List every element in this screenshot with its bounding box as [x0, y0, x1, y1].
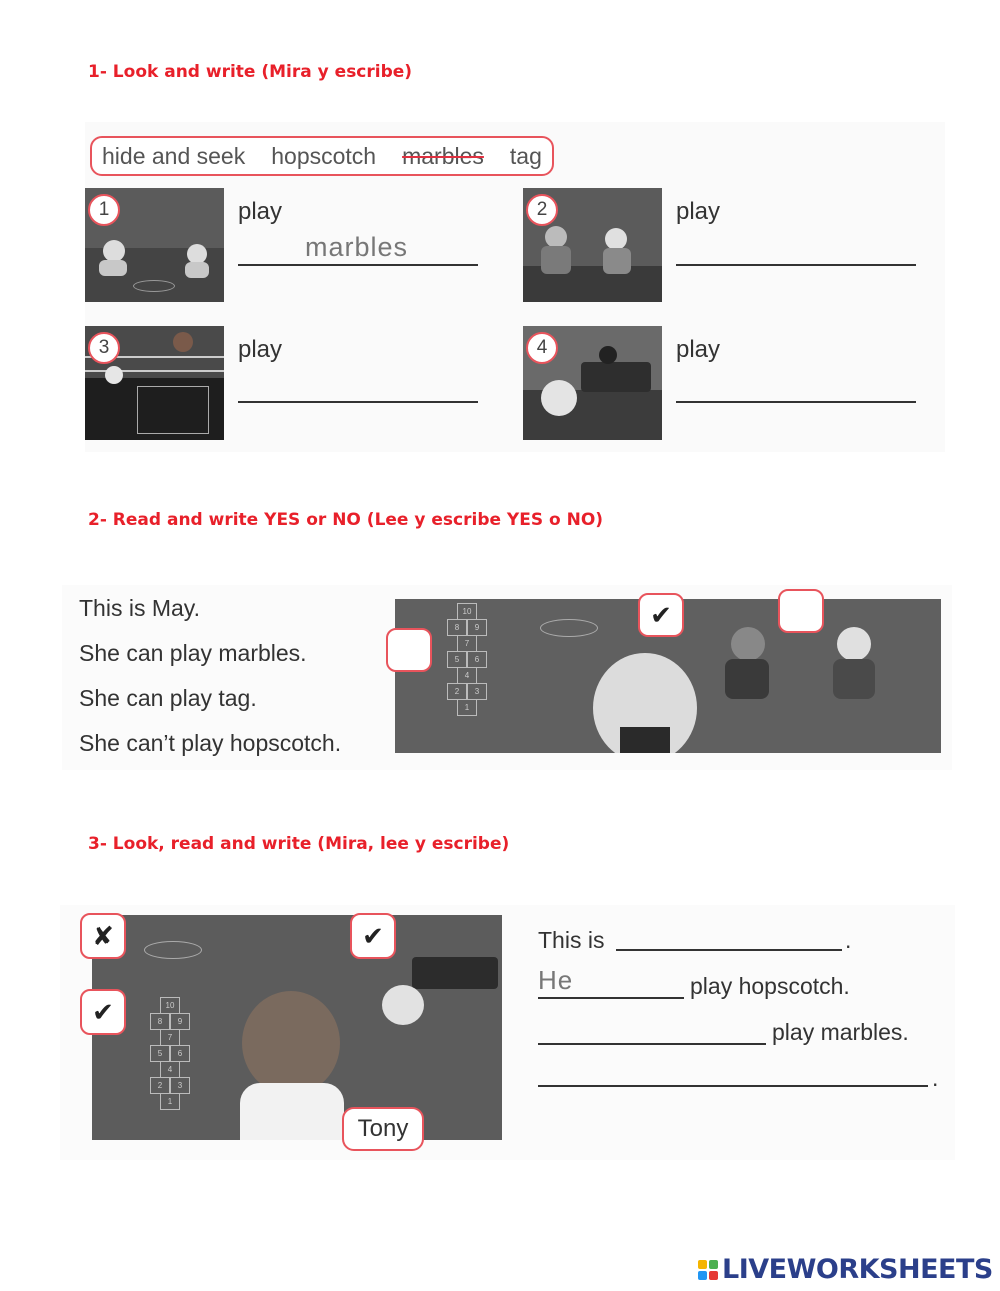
answer-line	[538, 997, 684, 999]
logo-square	[698, 1271, 707, 1280]
word-bank	[90, 136, 554, 176]
check-mark-box: ✔	[80, 989, 126, 1035]
may-picture: 10 8 9 7 5 6 4 2 3 1	[395, 599, 941, 753]
sentence: She can play marbles.	[79, 640, 307, 666]
play-label: play	[676, 336, 721, 363]
sentence: play hopscotch.	[690, 973, 850, 999]
answer-input[interactable]	[238, 401, 478, 403]
answer-input[interactable]	[538, 1085, 928, 1087]
sentence-end: .	[845, 927, 852, 953]
logo-mark-icon	[698, 1260, 718, 1280]
exercise-2-heading: 2- Read and write YES or NO (Lee y escribe YES o NO)	[88, 510, 604, 530]
exercise-3-heading: 3- Look, read and write (Mira, lee y escribe)	[88, 834, 510, 854]
exercise-2-panel	[62, 585, 952, 770]
play-label: play	[676, 198, 721, 225]
play-label: play	[238, 336, 283, 363]
check-mark-box: ✔	[350, 913, 396, 959]
item-number: 4	[526, 332, 558, 364]
answer-input[interactable]	[676, 401, 916, 403]
cross-mark-box: ✘	[80, 913, 126, 959]
answer-checkbox[interactable]	[386, 628, 432, 672]
exercise-1-panel	[85, 122, 945, 452]
sentence-prefix: This is	[538, 927, 605, 953]
answer-input[interactable]	[616, 949, 842, 951]
sentence: She can’t play hopscotch.	[79, 730, 342, 756]
item-number: 2	[526, 194, 558, 226]
sentence-end: .	[932, 1065, 939, 1091]
check-mark-box: ✔	[638, 593, 684, 637]
word-bank-item: hopscotch	[271, 142, 377, 169]
answer-input[interactable]	[538, 1043, 766, 1045]
tony-picture: 10 8 9 7 5 6 4 2 3 1	[92, 915, 502, 1140]
word-bank-item: hide and seek	[102, 142, 246, 169]
item-number: 1	[88, 194, 120, 226]
name-tag: Tony	[342, 1107, 424, 1151]
item-number: 3	[88, 332, 120, 364]
logo-square	[698, 1260, 707, 1269]
exercise-3-panel	[60, 905, 955, 1160]
sentence: This is May.	[79, 595, 200, 621]
logo-square	[709, 1271, 718, 1280]
answer-input[interactable]	[676, 264, 916, 266]
exercise-1-heading: 1- Look and write (Mira y escribe)	[88, 62, 413, 82]
play-label: play	[238, 198, 283, 225]
word-bank-item-used: marbles	[402, 142, 484, 169]
answer-example: He	[538, 965, 574, 995]
liveworksheets-logo	[698, 1254, 993, 1285]
answer-example: marbles	[305, 232, 409, 262]
answer-checkbox[interactable]	[778, 589, 824, 633]
word-bank-item: tag	[509, 142, 542, 169]
sentence: play marbles.	[772, 1019, 909, 1045]
logo-text: LIVEWORKSHEETS	[722, 1254, 993, 1285]
answer-line	[238, 264, 478, 266]
logo-square	[709, 1260, 718, 1269]
sentence: She can play tag.	[79, 685, 257, 711]
